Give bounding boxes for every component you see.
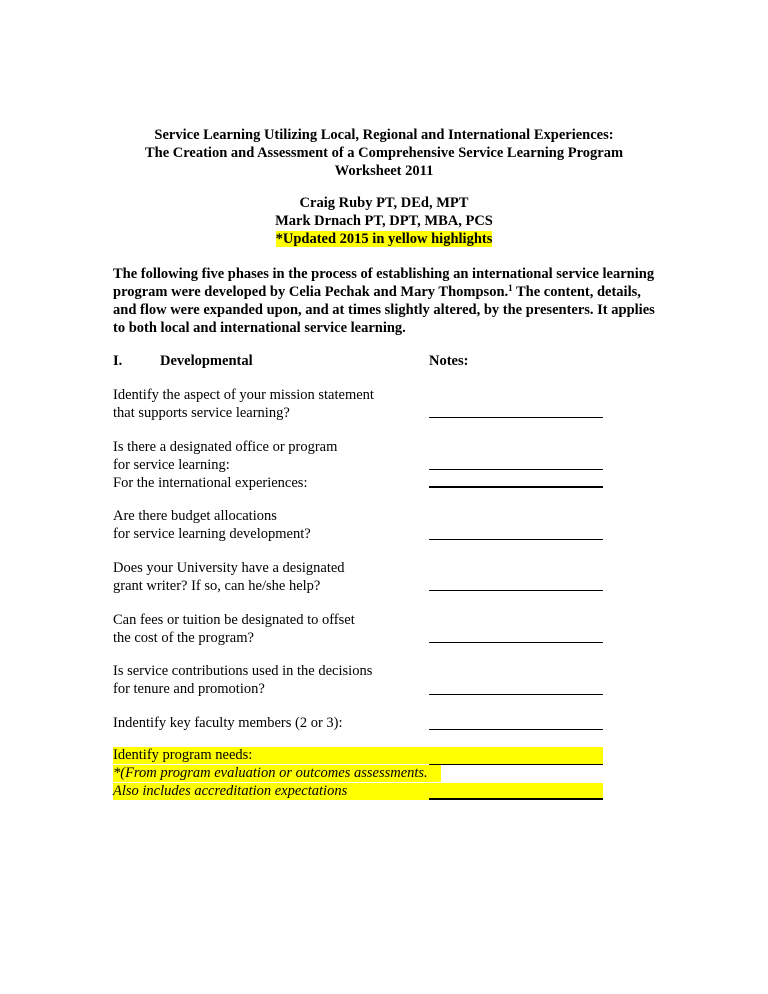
- notes-blank-line[interactable]: [429, 469, 603, 470]
- intro-text-1: The following five phases in the process of establishing an international service learning program were developed by Celia Pechak and Mary Thompson.: [113, 266, 655, 300]
- footnote-mark: 1: [508, 283, 513, 293]
- notes-blank-line[interactable]: [429, 694, 603, 695]
- question-line: Can fees or tuition be designated to offset: [113, 612, 355, 628]
- question-line: for tenure and promotion?: [113, 681, 265, 697]
- question-line: For the international experiences:: [113, 475, 308, 491]
- question-line: Indentify key faculty members (2 or 3):: [113, 715, 343, 731]
- question-line: Is there a designated office or program: [113, 439, 338, 455]
- question-budget: [113, 507, 413, 543]
- question-grant-writer: [113, 559, 413, 595]
- question-line: Are there budget allocations: [113, 508, 277, 524]
- notes-blank-line[interactable]: [429, 764, 603, 765]
- intro-text-2: The content, details, and flow were expanded upon, and at times slightly altered, by the presenters. It applies to both local and international service learning.: [113, 284, 655, 336]
- update-note: *Updated 2015 in yellow highlights: [275, 231, 493, 247]
- question-line: Is service contributions used in the decisions: [113, 663, 373, 679]
- question-line: grant writer? If so, can he/she help?: [113, 578, 321, 594]
- notes-blank-line[interactable]: [429, 539, 603, 540]
- question-line: the cost of the program?: [113, 630, 254, 646]
- notes-label: Notes:: [429, 353, 469, 369]
- question-fees: [113, 611, 413, 647]
- notes-blank-line[interactable]: [429, 729, 603, 730]
- author-block: [0, 194, 768, 248]
- section-number: I.: [113, 353, 123, 369]
- notes-blank-line[interactable]: [429, 642, 603, 643]
- question-line: Identify the aspect of your mission statement: [113, 387, 374, 403]
- section-title: Developmental: [160, 353, 253, 369]
- question-line: that supports service learning?: [113, 405, 290, 421]
- highlighted-item-accreditation: Also includes accreditation expectations: [113, 783, 348, 799]
- notes-blank-line[interactable]: [429, 798, 603, 800]
- title-line-3: Worksheet 2011: [334, 163, 434, 179]
- question-line: for service learning:: [113, 457, 230, 473]
- question-office: [113, 438, 413, 492]
- question-line: for service learning development?: [113, 526, 311, 542]
- highlighted-item-program-needs: Identify program needs:: [113, 747, 253, 763]
- title-line-2: The Creation and Assessment of a Comprehensive Service Learning Program: [144, 145, 624, 161]
- title-line-1: Service Learning Utilizing Local, Regional and International Experiences:: [154, 127, 614, 143]
- author-1: Craig Ruby PT, DEd, MPT: [299, 195, 469, 211]
- document-title: [0, 126, 768, 180]
- question-faculty: [113, 714, 413, 732]
- intro-paragraph: [113, 265, 658, 337]
- notes-blank-line[interactable]: [429, 590, 603, 591]
- author-2: Mark Drnach PT, DPT, MBA, PCS: [275, 213, 493, 229]
- question-line: Does your University have a designated: [113, 560, 345, 576]
- notes-blank-line[interactable]: [429, 486, 603, 488]
- question-tenure: [113, 662, 413, 698]
- question-mission: [113, 386, 413, 422]
- notes-blank-line[interactable]: [429, 417, 603, 418]
- highlighted-item-outcomes: *(From program evaluation or outcomes assessments.: [113, 765, 428, 781]
